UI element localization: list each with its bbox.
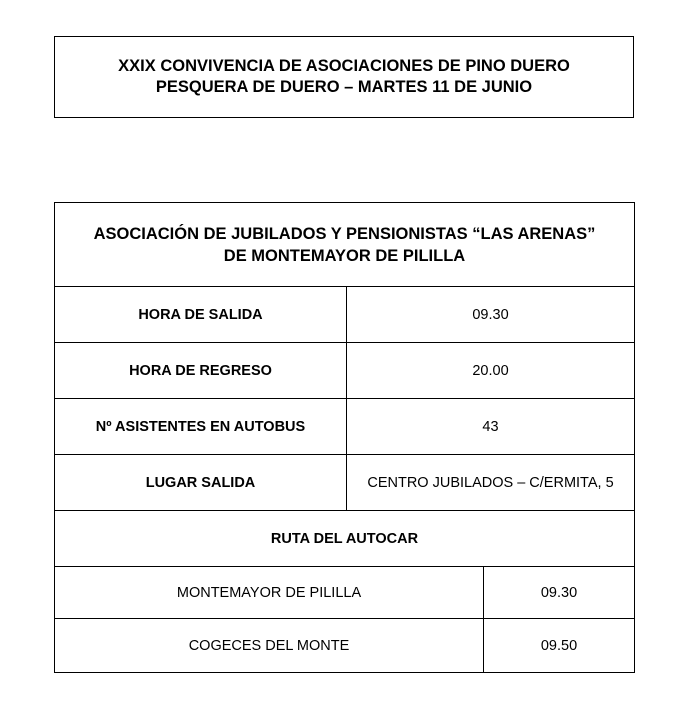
attendees-value: 43 bbox=[347, 399, 635, 455]
departure-time-value: 09.30 bbox=[347, 287, 635, 343]
event-title-box bbox=[54, 36, 634, 118]
route-stop-place: MONTEMAYOR DE PILILLA bbox=[55, 567, 484, 619]
attendees-label: Nº ASISTENTES EN AUTOBUS bbox=[55, 399, 347, 455]
return-time-value: 20.00 bbox=[347, 343, 635, 399]
table-row bbox=[55, 399, 635, 455]
table-row bbox=[55, 455, 635, 511]
table-row bbox=[55, 287, 635, 343]
event-title-line-1: XXIX CONVIVENCIA DE ASOCIACIONES DE PINO DUERO bbox=[118, 57, 570, 75]
route-stop-row bbox=[55, 567, 635, 619]
departure-place-label: LUGAR SALIDA bbox=[55, 455, 347, 511]
departure-time-label: HORA DE SALIDA bbox=[55, 287, 347, 343]
table-row bbox=[55, 511, 635, 567]
route-stop-time: 09.50 bbox=[484, 619, 635, 673]
departure-place-value: CENTRO JUBILADOS – C/ERMITA, 5 bbox=[347, 455, 635, 511]
route-stop-row bbox=[55, 619, 635, 673]
association-name: ASOCIACIÓN DE JUBILADOS Y PENSIONISTAS “LAS ARENAS” DE MONTEMAYOR DE PILILLA bbox=[55, 203, 635, 287]
route-stop-time: 09.30 bbox=[484, 567, 635, 619]
table-row bbox=[55, 343, 635, 399]
return-time-label: HORA DE REGRESO bbox=[55, 343, 347, 399]
association-table bbox=[54, 202, 635, 673]
route-title: RUTA DEL AUTOCAR bbox=[55, 511, 635, 567]
event-title-line-2: PESQUERA DE DUERO – MARTES 11 DE JUNIO bbox=[155, 78, 533, 96]
route-stop-place: COGECES DEL MONTE bbox=[55, 619, 484, 673]
